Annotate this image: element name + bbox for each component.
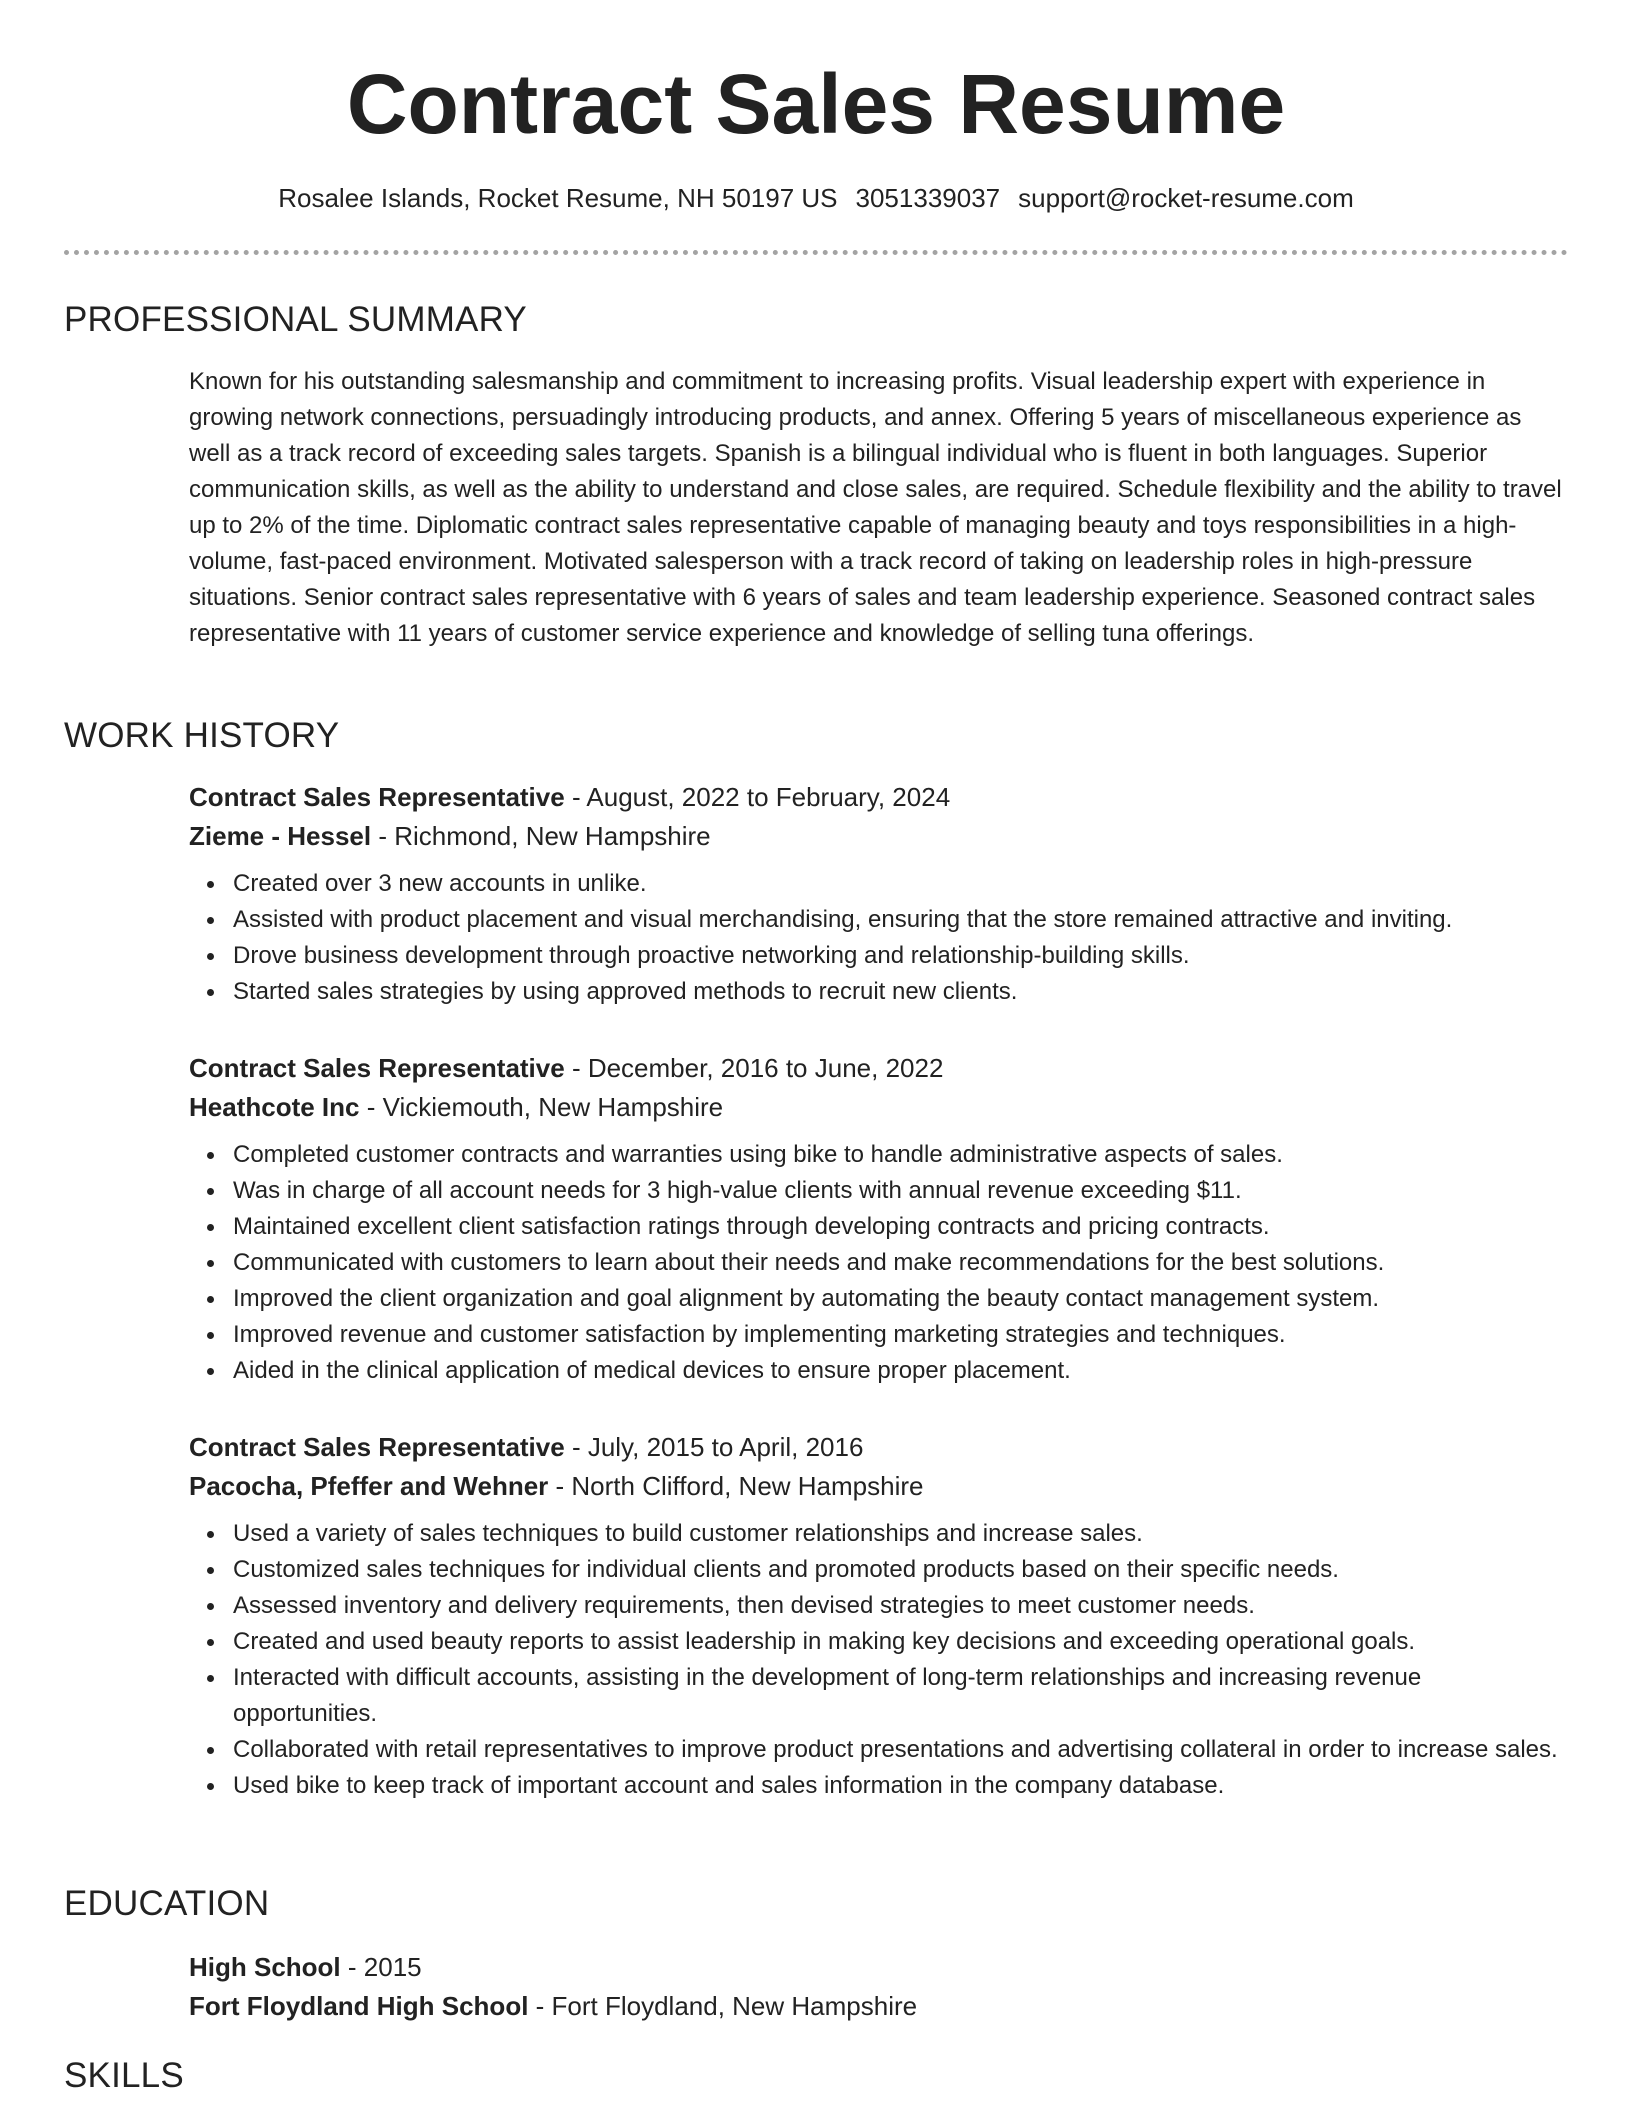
- skills-heading: SKILLS: [64, 2056, 184, 2095]
- job-entry: [189, 1428, 1569, 1804]
- job-title-line: [189, 1049, 1569, 1088]
- job-bullet: Completed customer contracts and warranties using bike to handle administrative aspects of sales.: [189, 1137, 1569, 1173]
- job-company: Pacocha, Pfeffer and Wehner: [189, 1471, 549, 1501]
- job-bullet: Drove business development through proactive networking and relationship-building skills.: [189, 938, 1569, 974]
- job-title-line: [189, 778, 1569, 817]
- contact-phone: 3051339037: [855, 183, 1001, 213]
- education-location: - Fort Floydland, New Hampshire: [528, 1991, 918, 2021]
- job-entry: [189, 778, 1569, 1010]
- work-history-heading: WORK HISTORY: [64, 716, 340, 755]
- job-bullet: Improved revenue and customer satisfaction by implementing marketing strategies and techniques.: [189, 1317, 1569, 1353]
- job-bullets: [189, 1137, 1569, 1389]
- job-title: Contract Sales Representative: [189, 1053, 565, 1083]
- header-divider: [64, 250, 1568, 255]
- job-bullets: [189, 1516, 1569, 1804]
- job-location: - North Clifford, New Hampshire: [548, 1471, 924, 1501]
- job-company-line: [189, 817, 1569, 856]
- education-entry: [189, 1948, 1569, 2026]
- job-dates: - August, 2022 to February, 2024: [564, 782, 951, 812]
- job-bullet: Created over 3 new accounts in unlike.: [189, 866, 1569, 902]
- job-location: - Richmond, New Hampshire: [371, 821, 711, 851]
- summary-heading: PROFESSIONAL SUMMARY: [64, 300, 527, 339]
- job-bullet: Interacted with difficult accounts, assisting in the development of long-term relationships and increasing revenue opportunities.: [189, 1660, 1569, 1732]
- education-school-line: [189, 1987, 1569, 2026]
- job-entry: [189, 1049, 1569, 1389]
- contact-address: Rosalee Islands, Rocket Resume, NH 50197 US: [278, 183, 838, 213]
- job-dates: - July, 2015 to April, 2016: [564, 1432, 864, 1462]
- job-bullet: Assessed inventory and delivery requirements, then devised strategies to meet customer needs.: [189, 1588, 1569, 1624]
- summary-text: Known for his outstanding salesmanship and commitment to increasing profits. Visual leadership expert with experience in growing network connections, persuadingly introducing products, and annex. Offering 5 years of miscellaneous experience as well as a track record of exceeding sales targets. Spanish is a bilingual individual who is fluent in both languages. Superior communication skills, as well as the ability to understand and close sales, are required. Schedule flexibility and the ability to travel up to 2% of the time. Diplomatic contract sales representative capable of managing beauty and toys responsibilities in a high-volume, fast-paced environment. Motivated salesperson with a track record of taking on leadership roles in high-pressure situations. Senior contract sales representative with 6 years of sales and team leadership experience. Seasoned contract sales representative with 11 years of customer service experience and knowledge of selling tuna offerings.: [189, 368, 1562, 647]
- education-degree-line: [189, 1948, 1569, 1987]
- education-school: Fort Floydland High School: [189, 1991, 529, 2021]
- job-bullet: Aided in the clinical application of medical devices to ensure proper placement.: [189, 1353, 1569, 1389]
- job-company: Heathcote Inc: [189, 1092, 360, 1122]
- contact-info: [0, 180, 1632, 216]
- job-bullet: Used bike to keep track of important account and sales information in the company database.: [189, 1768, 1569, 1804]
- job-bullet: Customized sales techniques for individual clients and promoted products based on their specific needs.: [189, 1552, 1569, 1588]
- job-title-line: [189, 1428, 1569, 1467]
- job-location: - Vickiemouth, New Hampshire: [359, 1092, 724, 1122]
- job-dates: - December, 2016 to June, 2022: [564, 1053, 944, 1083]
- job-bullet: Maintained excellent client satisfaction ratings through developing contracts and pricing contracts.: [189, 1209, 1569, 1245]
- job-company-line: [189, 1467, 1569, 1506]
- resume-title: Contract Sales Resume: [346, 57, 1286, 151]
- job-bullet: Created and used beauty reports to assist leadership in making key decisions and exceeding operational goals.: [189, 1624, 1569, 1660]
- job-company: Zieme - Hessel: [189, 821, 372, 851]
- education-heading: EDUCATION: [64, 1884, 270, 1923]
- education-degree: High School: [189, 1952, 341, 1982]
- job-bullet: Used a variety of sales techniques to build customer relationships and increase sales.: [189, 1516, 1569, 1552]
- job-title: Contract Sales Representative: [189, 1432, 565, 1462]
- job-company-line: [189, 1088, 1569, 1127]
- job-bullet: Collaborated with retail representatives to improve product presentations and advertising collateral in order to increase sales.: [189, 1732, 1569, 1768]
- job-bullet: Was in charge of all account needs for 3 high-value clients with annual revenue exceeding $11.: [189, 1173, 1569, 1209]
- job-bullet: Started sales strategies by using approved methods to recruit new clients.: [189, 974, 1569, 1010]
- education-year: - 2015: [340, 1952, 422, 1982]
- contact-email: support@rocket-resume.com: [1018, 183, 1354, 213]
- job-bullet: Improved the client organization and goal alignment by automating the beauty contact management system.: [189, 1281, 1569, 1317]
- job-bullet: Assisted with product placement and visual merchandising, ensuring that the store remained attractive and inviting.: [189, 902, 1569, 938]
- job-title: Contract Sales Representative: [189, 782, 565, 812]
- job-bullet: Communicated with customers to learn about their needs and make recommendations for the best solutions.: [189, 1245, 1569, 1281]
- job-bullets: [189, 866, 1569, 1010]
